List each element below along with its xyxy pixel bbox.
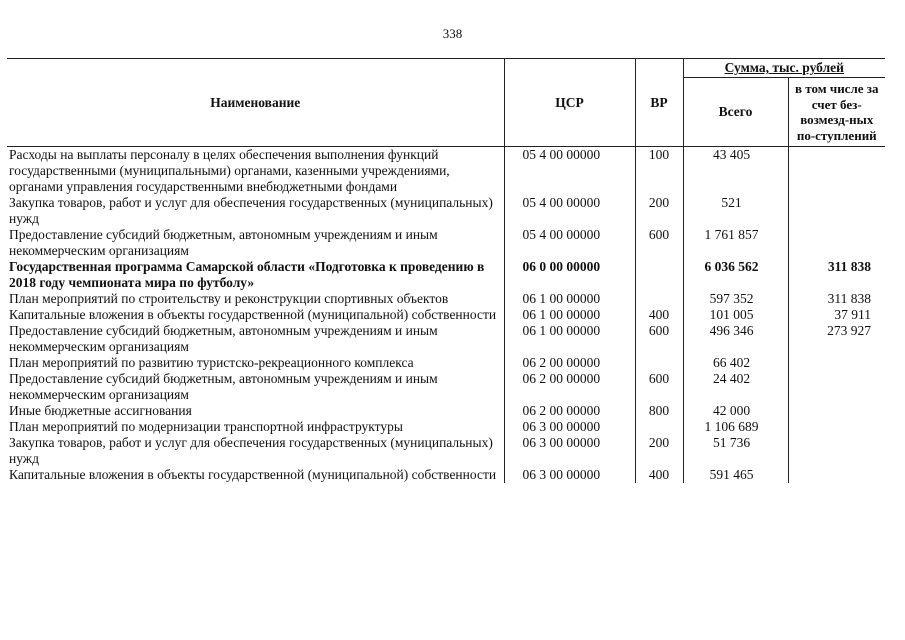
cell-grant (788, 147, 885, 196)
table-row (7, 467, 885, 483)
cell-vr: 400 (635, 467, 683, 483)
table-row (7, 323, 885, 355)
cell-vr (635, 419, 683, 435)
cell-name: План мероприятий по развитию туристско-рекреационного комплекса (9, 355, 414, 370)
header-csr: ЦСР (504, 59, 635, 147)
cell-grant: 311 838 (788, 259, 885, 291)
header-including: в том числе за счет без-возмезд-ных по-ступлений (788, 78, 885, 147)
cell-csr: 06 3 00 00000 (504, 435, 635, 467)
cell-csr: 06 1 00 00000 (504, 307, 635, 323)
cell-name: Государственная программа Самарской области «Подготовка к проведению в 2018 году чемпионата мира по футболу» (9, 259, 485, 290)
cell-grant: 311 838 (788, 291, 885, 307)
cell-csr: 06 3 00 00000 (504, 419, 635, 435)
cell-grant (788, 435, 885, 467)
cell-total: 591 465 (683, 467, 788, 483)
cell-csr: 06 1 00 00000 (504, 323, 635, 355)
cell-grant (788, 403, 885, 419)
table-row (7, 147, 885, 196)
budget-table (7, 58, 885, 483)
cell-csr: 06 2 00 00000 (504, 403, 635, 419)
cell-name: Предоставление субсидий бюджетным, автономным учреждениям и иным некоммерческим организациям (9, 371, 438, 402)
cell-vr (635, 259, 683, 291)
cell-total: 496 346 (683, 323, 788, 355)
cell-csr: 05 4 00 00000 (504, 147, 635, 196)
page-number: 338 (442, 26, 463, 41)
cell-grant (788, 419, 885, 435)
cell-total: 101 005 (683, 307, 788, 323)
cell-total: 597 352 (683, 291, 788, 307)
cell-total: 42 000 (683, 403, 788, 419)
cell-vr: 200 (635, 195, 683, 227)
cell-grant (788, 227, 885, 259)
table-row (7, 371, 885, 403)
table-row (7, 403, 885, 419)
cell-vr: 200 (635, 435, 683, 467)
cell-grant (788, 467, 885, 483)
cell-csr: 06 0 00 00000 (504, 259, 635, 291)
table-row (7, 291, 885, 307)
cell-name: План мероприятий по модернизации транспортной инфраструктуры (9, 419, 403, 434)
cell-total: 1 761 857 (683, 227, 788, 259)
cell-grant (788, 371, 885, 403)
table-body (7, 147, 885, 484)
cell-csr: 06 2 00 00000 (504, 355, 635, 371)
table-row (7, 195, 885, 227)
cell-vr (635, 355, 683, 371)
table-row (7, 227, 885, 259)
cell-total: 43 405 (683, 147, 788, 196)
cell-name: Закупка товаров, работ и услуг для обеспечения государственных (муниципальных) нужд (9, 435, 493, 466)
cell-name: Предоставление субсидий бюджетным, автономным учреждениям и иным некоммерческим организациям (9, 323, 438, 354)
cell-csr: 05 4 00 00000 (504, 227, 635, 259)
cell-name: Расходы на выплаты персоналу в целях обеспечения выполнения функций государственными (муниципальными) органами, казенными учреждениями, органами управления государственными внебюджетными фондами (9, 147, 450, 194)
cell-vr (635, 291, 683, 307)
cell-csr: 06 3 00 00000 (504, 467, 635, 483)
table-row (7, 419, 885, 435)
cell-csr: 06 2 00 00000 (504, 371, 635, 403)
cell-name: Капитальные вложения в объекты государственной (муниципальной) собственности (9, 307, 497, 322)
cell-name: Иные бюджетные ассигнования (9, 403, 192, 418)
cell-vr: 600 (635, 371, 683, 403)
cell-total: 24 402 (683, 371, 788, 403)
cell-grant: 273 927 (788, 323, 885, 355)
cell-vr: 100 (635, 147, 683, 196)
header-name: Наименование (7, 59, 504, 147)
table-row (7, 435, 885, 467)
cell-name: Капитальные вложения в объекты государственной (муниципальной) собственности (9, 467, 497, 482)
cell-vr: 800 (635, 403, 683, 419)
cell-total: 521 (683, 195, 788, 227)
cell-vr: 600 (635, 323, 683, 355)
header-sum: Сумма, тыс. рублей (683, 59, 885, 78)
cell-total: 1 106 689 (683, 419, 788, 435)
cell-csr: 06 1 00 00000 (504, 291, 635, 307)
cell-vr: 600 (635, 227, 683, 259)
cell-total: 51 736 (683, 435, 788, 467)
table-row (7, 307, 885, 323)
header-total: Всего (683, 78, 788, 147)
table-header (7, 59, 885, 147)
cell-total: 66 402 (683, 355, 788, 371)
cell-vr: 400 (635, 307, 683, 323)
cell-grant (788, 195, 885, 227)
cell-grant: 37 911 (788, 307, 885, 323)
table-row (7, 259, 885, 291)
cell-csr: 05 4 00 00000 (504, 195, 635, 227)
cell-name: План мероприятий по строительству и реконструкции спортивных объектов (9, 291, 449, 306)
cell-name: Закупка товаров, работ и услуг для обеспечения государственных (муниципальных) нужд (9, 195, 493, 226)
cell-name: Предоставление субсидий бюджетным, автономным учреждениям и иным некоммерческим организациям (9, 227, 438, 258)
cell-grant (788, 355, 885, 371)
cell-total: 6 036 562 (683, 259, 788, 291)
header-vr: ВР (635, 59, 683, 147)
table-row (7, 355, 885, 371)
